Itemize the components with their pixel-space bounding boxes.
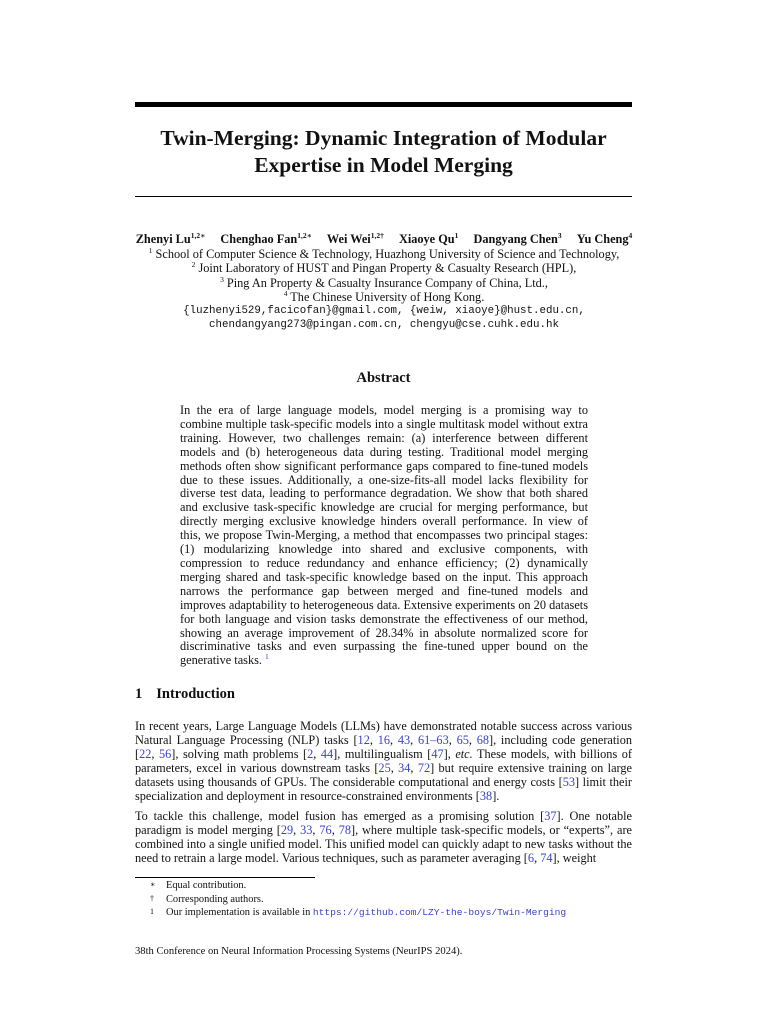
author: Xiaoye Qu$^1$ (398, 230, 459, 246)
citation-link[interactable]: 47 (431, 746, 444, 761)
footnotes (150, 879, 630, 920)
footnote: ∗ Equal contribution. (150, 880, 247, 891)
paragraph-text: These models, with billions of parameters, excel in various downstream tasks [ (135, 746, 632, 775)
paragraph-text: , (468, 732, 477, 747)
title-line-1: Twin-Merging: Dynamic Integration of Modular (160, 126, 607, 150)
affiliation: $^2$ Joint Laboratory of HUST and Pingan Property & Casualty Research (HPL), (191, 260, 577, 276)
paragraph-text: , (534, 850, 541, 865)
paragraph-text: In recent years, Large Language Models (LLMs) have demonstrated notable success across various Natural Language Processing (NLP) tasks [ (135, 719, 632, 747)
author: Yu Cheng$^4$ (576, 230, 633, 246)
paragraph-text: ], (443, 746, 456, 761)
paragraph-text: ], weight (552, 850, 597, 865)
paragraph-text: , (389, 732, 398, 747)
paragraph-text: , (369, 732, 378, 747)
citation-link[interactable]: 22 (139, 746, 152, 761)
citation-link[interactable]: 72 (417, 760, 431, 775)
citation-link[interactable]: 65 (456, 732, 469, 747)
author: Wei Wei$^{1,2\dagger}$ (326, 230, 384, 246)
paragraph-text: ], including code generation [ (135, 732, 633, 761)
affiliation: $^1$ School of Computer Science & Technology, Huazhong University of Science and Technology, (148, 245, 620, 261)
author: Dangyang Chen$^3$ (473, 230, 562, 246)
paragraph-text: etc. (455, 746, 473, 761)
citation-link[interactable]: 12 (357, 732, 370, 747)
email-line: {luzhenyi529,facicofan}@gmail.com, {weiw, xiaoye}@hust.edu.cn, (183, 305, 585, 318)
conference-footer: 38th Conference on Neural Information Processing Systems (NeurIPS 2024). (135, 946, 463, 957)
paper-title (135, 125, 632, 179)
author: Chenghao Fan$^{1,2∗}$ (220, 230, 312, 246)
citation-link[interactable]: 74 (540, 850, 553, 865)
citation-link[interactable]: 6 (527, 850, 535, 865)
top-rule (135, 102, 632, 107)
citation-link[interactable]: 43 (397, 732, 411, 747)
paragraph-text: , (313, 746, 321, 761)
citation-link[interactable]: 61–63 (417, 732, 449, 747)
citation-link[interactable]: 29 (280, 822, 294, 837)
abstract-heading: Abstract (356, 370, 411, 386)
paragraph-text: To tackle this challenge, model fusion has emerged as a promising solution [ (135, 809, 545, 823)
title-line-2: Expertise in Model Merging (254, 153, 513, 177)
section-title: Introduction (156, 686, 235, 702)
paragraph-text: , (390, 760, 399, 775)
section-number: 1 (135, 686, 143, 702)
footnote-ref[interactable]: 1 (265, 652, 269, 662)
paragraph-text: ]. One notable paradigm is model merging [ (135, 809, 633, 837)
title-rule (135, 196, 632, 197)
citation-link[interactable]: 25 (378, 760, 391, 775)
paragraph-text: , (312, 822, 320, 837)
affiliation: $^4$ The Chinese University of Hong Kong. (283, 288, 485, 304)
citation-link[interactable]: 53 (562, 774, 576, 789)
author: Zhenyi $Lu^{1,2∗}$ (135, 230, 206, 246)
citation-link[interactable]: 44 (320, 746, 334, 761)
abstract-text: In the era of large language models, model merging is a promising way to combine multiple task-specific models into a single multitask model without extra training. However, two challenges remain: (a) interference between different models and (b) heterogeneous data during testing. Traditional model merging methods often show significant performance gaps compared to fine-tuned models due to these issues. Additionally, a one-size-fits-all model lacks flexibility for diverse test data, leading to performance degradation. We show that both shared and exclusive task-specific knowledge are crucial for merging performance, but directly merging exclusive knowledge hinders overall performance. In view of this, we propose Twin-Merging, a method that encompasses two principal stages: (1) modularizing knowledge into shared and exclusive components, with compression to reduce redundancy and enhance efficiency; (2) dynamically merging shared and task-specific knowledge based on the input. This approach narrows the performance gap between merged and fine-tuned models and improves adaptability to heterogeneous data. Extensive experiments on 20 datasets for both language and vision tasks demonstrate the effectiveness of our method, showing an average improvement of 28.34% in absolute normalized score for discriminative tasks and even surpassing the fine-tuned upper bound on the generative tasks. (180, 403, 588, 668)
footnote: 1 Our implementation is available in https://github.com/LZY-the-boys/Twin-Merging (150, 907, 567, 919)
affiliation: $^3$ Ping An Property & Casualty Insurance Company of China, Ltd., (220, 274, 548, 290)
paragraph-text: ] but require extensive training on large datasets using thousands of GPUs. The considerable computational and energy costs [ (135, 760, 632, 789)
citation-link[interactable]: 56 (158, 746, 172, 761)
citation-link[interactable]: 33 (300, 822, 313, 837)
citation-link[interactable]: 38 (479, 788, 493, 803)
email-line: chendangyang273@pingan.com.cn, chengyu@cse.cuhk.edu.hk (209, 319, 559, 332)
paragraph-text: , (410, 732, 418, 747)
paragraph-text: ] limit their specialization and deployment in resource-constrained environments [ (135, 774, 633, 803)
citation-link[interactable]: 76 (319, 822, 332, 837)
citation-link[interactable]: 78 (338, 822, 351, 837)
paragraph-text: ], where multiple task-specific models, or “experts”, are combined into a single unified model. This unified model can quickly adapt to new tasks without the need to retrain a large model. Various techniques, such as parameter averaging [ (135, 822, 632, 865)
citation-link[interactable]: 2 (307, 746, 314, 761)
paragraph-text: ], solving math problems [ (171, 746, 308, 761)
paragraph-text: , (448, 732, 457, 747)
paragraph-text: , (331, 822, 339, 837)
footnote: † Corresponding authors. (150, 893, 264, 905)
section-heading-introduction (135, 686, 235, 703)
repo-link[interactable]: https://github.com/LZY-the-boys/Twin-Merging (312, 907, 567, 919)
paragraph-text: ], multilingualism [ (333, 746, 432, 761)
paragraph-text: ]. (492, 788, 500, 803)
affiliations (100, 247, 668, 333)
citation-link[interactable]: 34 (398, 760, 411, 775)
intro-paragraph-2 (135, 810, 632, 866)
citation-link[interactable]: 37 (544, 809, 557, 823)
intro-paragraph-1 (135, 720, 632, 803)
abstract-body (180, 404, 588, 668)
paragraph-text: , (293, 822, 301, 837)
paragraph-text: , (151, 746, 159, 761)
author-list (100, 231, 668, 247)
citation-link[interactable]: 16 (377, 732, 390, 747)
citation-link[interactable]: 68 (476, 732, 489, 747)
paragraph-text: , (410, 760, 418, 775)
